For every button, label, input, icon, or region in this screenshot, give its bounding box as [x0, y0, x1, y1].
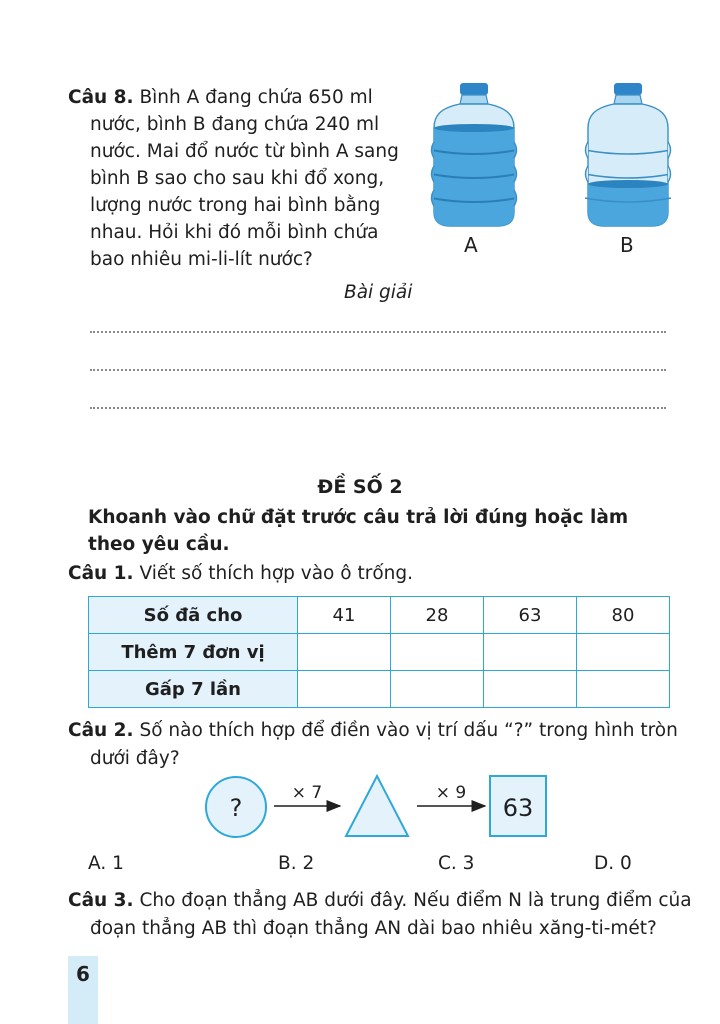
question-8-line-6: nhau. Hỏi khi đó mỗi bình chứa [90, 222, 379, 243]
question-3-label: Câu 3. [68, 890, 134, 911]
question-8-line-2: nước, bình B đang chứa 240 ml [90, 114, 380, 135]
table-cell: 80 [577, 597, 670, 634]
table-cell: 28 [391, 597, 484, 634]
number-chain-diagram [190, 772, 560, 842]
question-1-label: Câu 1. [68, 563, 134, 584]
question-8-line-4: bình B sao cho sau khi đổ xong, [90, 168, 385, 189]
answer-cell[interactable] [577, 671, 670, 708]
table-cell: 63 [484, 597, 577, 634]
answer-line [90, 369, 666, 371]
test-title: ĐỀ SỐ 2 [317, 476, 403, 498]
question-3-line-1: Cho đoạn thẳng AB dưới đây. Nếu điểm N là trung điểm của [139, 890, 692, 911]
row-header: Số đã cho [89, 597, 298, 634]
table-cell: 41 [298, 597, 391, 634]
answer-cell[interactable] [484, 671, 577, 708]
operation-1-label: × 7 [291, 783, 323, 803]
bottle-a-image [428, 80, 520, 230]
answer-cell[interactable] [577, 634, 670, 671]
question-1-text: Viết số thích hợp vào ô trống. [139, 563, 413, 584]
question-8-label: Câu 8. [68, 87, 134, 108]
page-number: 6 [76, 962, 90, 986]
option-b[interactable]: B. 2 [278, 853, 315, 874]
question-1 [68, 563, 413, 584]
option-a[interactable]: A. 1 [88, 853, 124, 874]
answer-cell[interactable] [298, 671, 391, 708]
bottle-b-label: B [620, 233, 634, 257]
question-8-line-3: nước. Mai đổ nước từ bình A sang [90, 141, 399, 162]
answer-cell[interactable] [484, 634, 577, 671]
solution-label: Bài giải [344, 282, 413, 303]
option-c[interactable]: C. 3 [438, 853, 475, 874]
table-row [89, 597, 670, 634]
answer-line [90, 407, 666, 409]
question-3-line-2: đoạn thẳng AB thì đoạn thẳng AN dài bao nhiêu xăng-ti-mét? [90, 918, 657, 939]
question-1-table [88, 596, 670, 708]
test-instruction: Khoanh vào chữ đặt trước câu trả lời đúng hoặc làm theo yêu cầu. [88, 507, 629, 555]
bottle-b-image [582, 80, 674, 230]
operation-2-label: × 9 [435, 783, 467, 803]
row-header: Gấp 7 lần [89, 671, 298, 708]
question-2-line-2: dưới đây? [90, 748, 180, 769]
answer-cell[interactable] [391, 634, 484, 671]
question-8-line-1: Bình A đang chứa 650 ml [139, 87, 373, 108]
question-3 [68, 887, 692, 943]
row-header: Thêm 7 đơn vị [89, 634, 298, 671]
question-2 [68, 717, 678, 773]
option-d[interactable]: D. 0 [594, 853, 632, 874]
circle-text: ? [229, 794, 243, 822]
table-row [89, 634, 670, 671]
question-8-line-7: bao nhiêu mi-li-lít nước? [90, 249, 313, 270]
question-2-line-1: Số nào thích hợp để điền vào vị trí dấu “?” trong hình tròn [139, 720, 678, 741]
answer-line [90, 331, 666, 333]
triangle-shape [346, 776, 408, 836]
table-row [89, 671, 670, 708]
result-text: 63 [502, 794, 534, 822]
question-8-line-5: lượng nước trong hai bình bằng [90, 195, 381, 216]
bottle-a-label: A [464, 233, 478, 257]
question-2-label: Câu 2. [68, 720, 134, 741]
answer-cell[interactable] [298, 634, 391, 671]
answer-cell[interactable] [391, 671, 484, 708]
question-8 [68, 84, 418, 273]
